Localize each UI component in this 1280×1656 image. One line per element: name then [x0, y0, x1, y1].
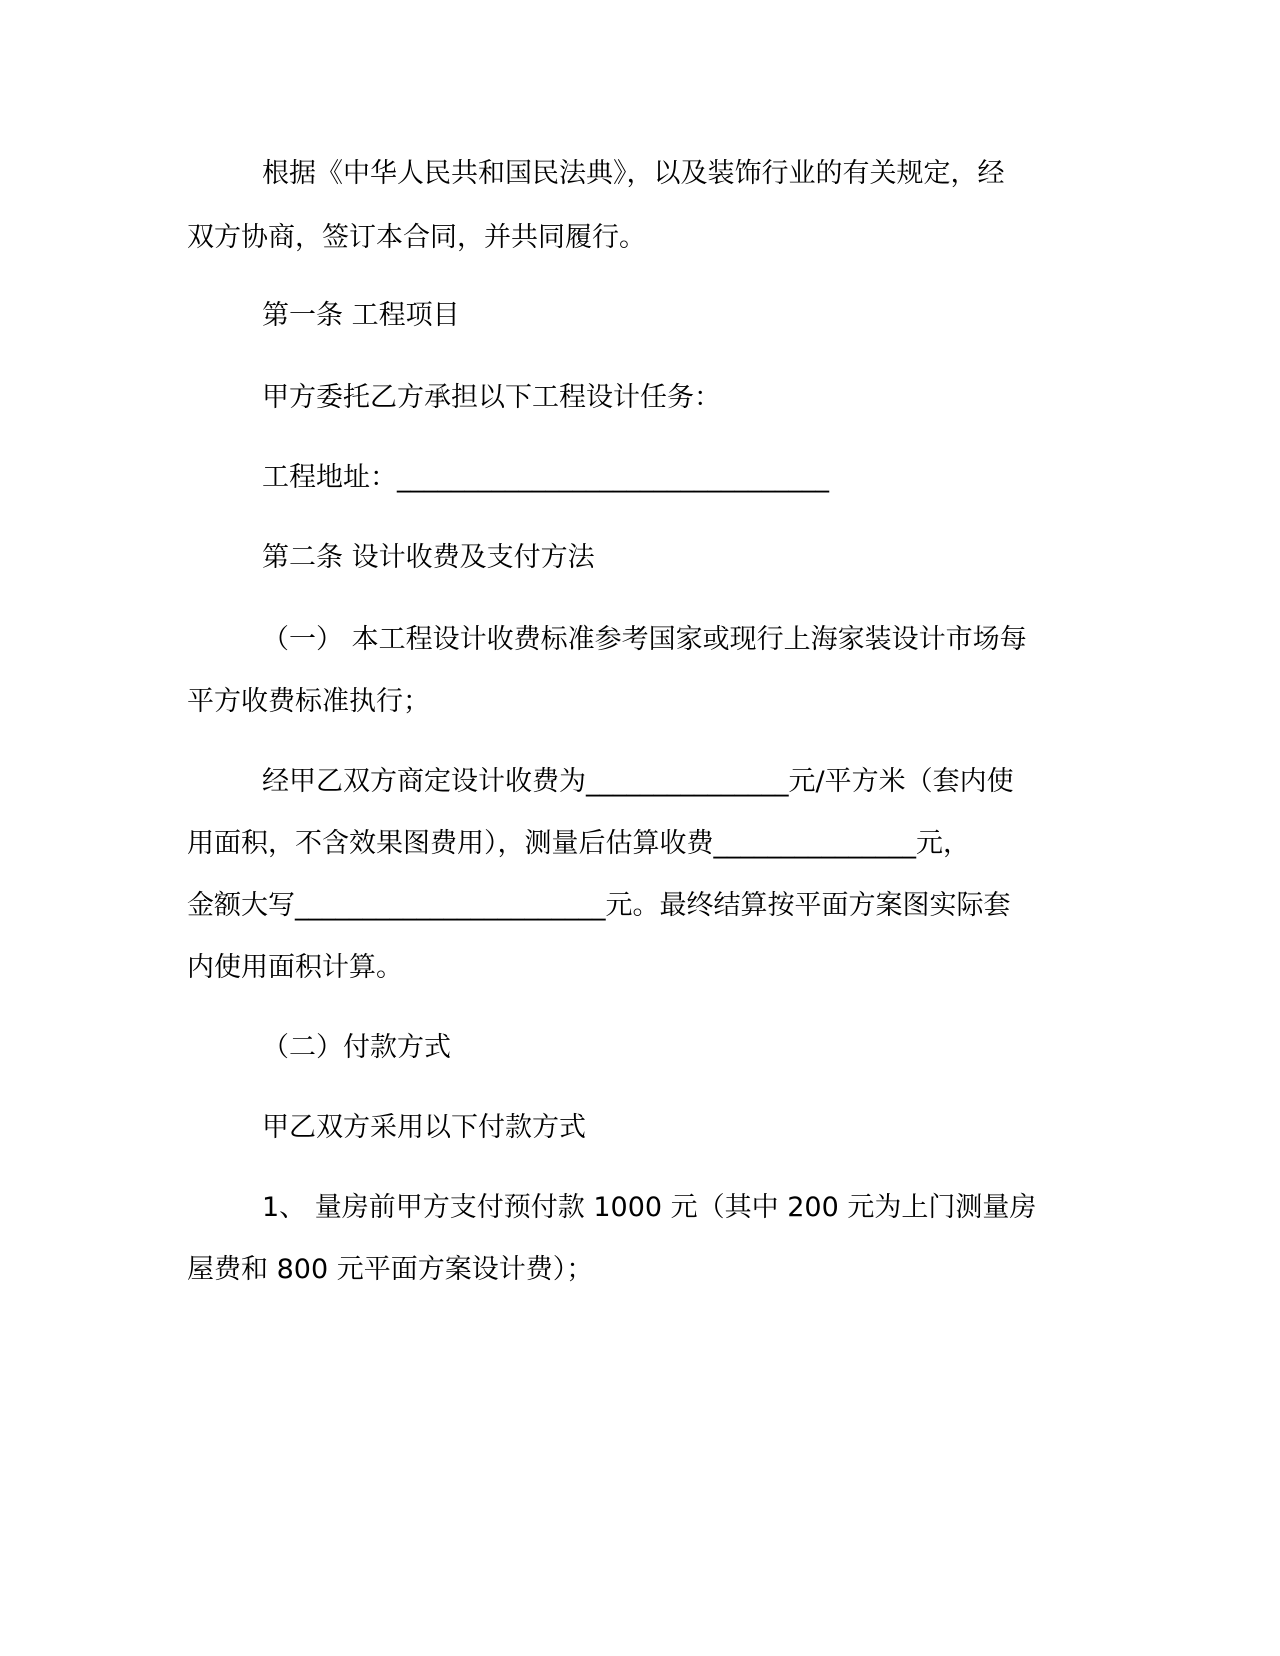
payment-method-intro: 甲乙双方采用以下付款方式: [262, 1112, 586, 1143]
fee-agreement-line-1: 经甲乙双方商定设计收费为_______________元/平方米（套内使: [262, 766, 1014, 797]
fee-agreement-line-4: 内使用面积计算。: [187, 952, 403, 983]
payment-method-heading: （二）付款方式: [262, 1032, 451, 1063]
article-1-task: 甲方委托乙方承担以下工程设计任务：: [262, 382, 721, 413]
payment-step-1-line-1: 1、 量房前甲方支付预付款 1000 元（其中 200 元为上门测量房: [262, 1192, 1037, 1223]
fee-standard-line-1: （一） 本工程设计收费标准参考国家或现行上海家装设计市场每: [262, 624, 1027, 655]
article-1-heading: 第一条 工程项目: [262, 300, 460, 331]
project-address-line: 工程地址：________________________________: [262, 462, 829, 493]
fee-standard-line-2: 平方收费标准执行；: [187, 686, 430, 717]
payment-step-1-line-2: 屋费和 800 元平面方案设计费）；: [187, 1254, 594, 1285]
fee-agreement-line-3: 金额大写_______________________元。最终结算按平面方案图实际套: [187, 890, 1011, 921]
intro-line-1: 根据《中华人民共和国民法典》，以及装饰行业的有关规定，经: [262, 158, 1005, 189]
article-2-heading: 第二条 设计收费及支付方法: [262, 542, 595, 573]
fee-agreement-line-2: 用面积，不含效果图费用），测量后估算收费_______________元，: [187, 828, 970, 859]
intro-line-2: 双方协商，签订本合同，并共同履行。: [187, 222, 646, 253]
